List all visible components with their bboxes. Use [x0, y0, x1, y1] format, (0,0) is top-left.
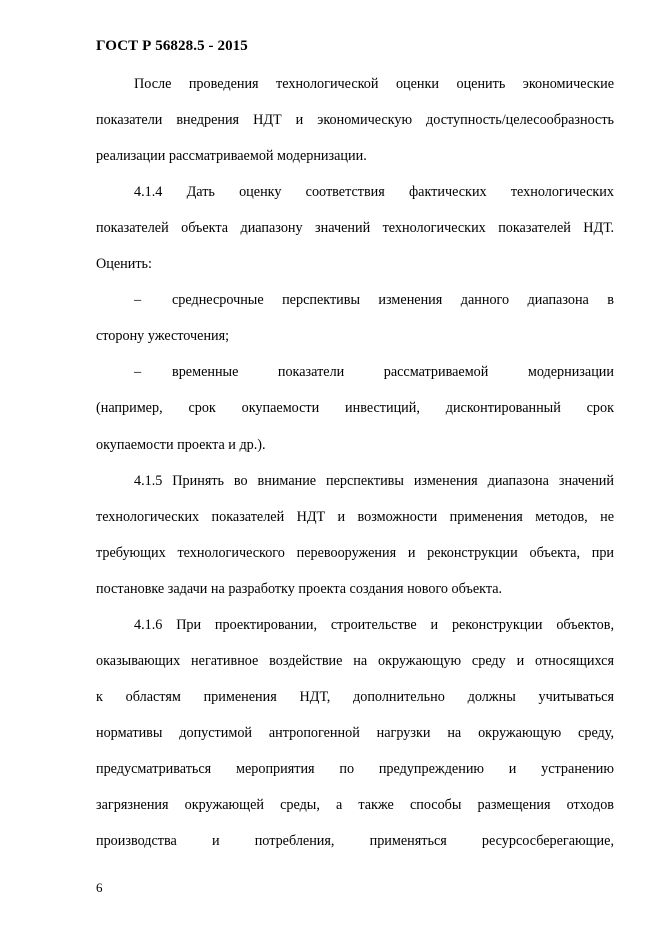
list-item — [134, 291, 614, 309]
text-line: сторону ужесточения; — [96, 328, 230, 344]
text-line: к областям применения НДТ, дополнительно должны учитываться — [96, 689, 614, 705]
text-line: 4.1.4 Дать оценку соответствия фактических технологических — [134, 184, 614, 200]
text-line: технологических показателей НДТ и возможности применения методов, не — [96, 509, 614, 525]
text-line: показателей объекта диапазону значений технологических показателей НДТ. — [96, 220, 614, 236]
text-line: 4.1.6 При проектировании, строительстве и реконструкции объектов, — [134, 617, 614, 633]
list-dash: – — [134, 364, 142, 380]
text-line: нормативы допустимой антропогенной нагрузки на окружающую среду, — [96, 725, 614, 741]
page-number: 6 — [96, 880, 103, 895]
list-item — [134, 363, 614, 381]
text-line: производства и потребления, применяться ресурсосберегающие, — [96, 833, 614, 849]
text-line: (например, срок окупаемости инвестиций, дисконтированный срок — [96, 400, 614, 416]
list-item-text: временные показатели рассматриваемой модернизации — [172, 364, 614, 380]
text-line: окупаемости проекта и др.). — [96, 437, 266, 453]
document-header: ГОСТ Р 56828.5 - 2015 — [96, 38, 248, 54]
text-line: показатели внедрения НДТ и экономическую доступность/целесообразность — [96, 112, 614, 128]
list-item-text: среднесрочные перспективы изменения данного диапазона в — [172, 292, 614, 308]
text-line: загрязнения окружающей среды, а также способы размещения отходов — [96, 797, 614, 813]
text-line: оказывающих негативное воздействие на окружающую среду и относящихся — [96, 653, 614, 669]
text-line: После проведения технологической оценки оценить экономические — [134, 76, 614, 92]
text-line: постановке задачи на разработку проекта создания нового объекта. — [96, 581, 503, 597]
text-line: 4.1.5 Принять во внимание перспективы изменения диапазона значений — [134, 473, 614, 489]
text-line: требующих технологического перевооружения и реконструкции объекта, при — [96, 545, 614, 561]
text-line: реализации рассматриваемой модернизации. — [96, 148, 367, 164]
text-line: предусматриваться мероприятия по предупреждению и устранению — [96, 761, 614, 777]
list-dash: – — [134, 292, 142, 308]
text-line: Оценить: — [96, 256, 152, 272]
